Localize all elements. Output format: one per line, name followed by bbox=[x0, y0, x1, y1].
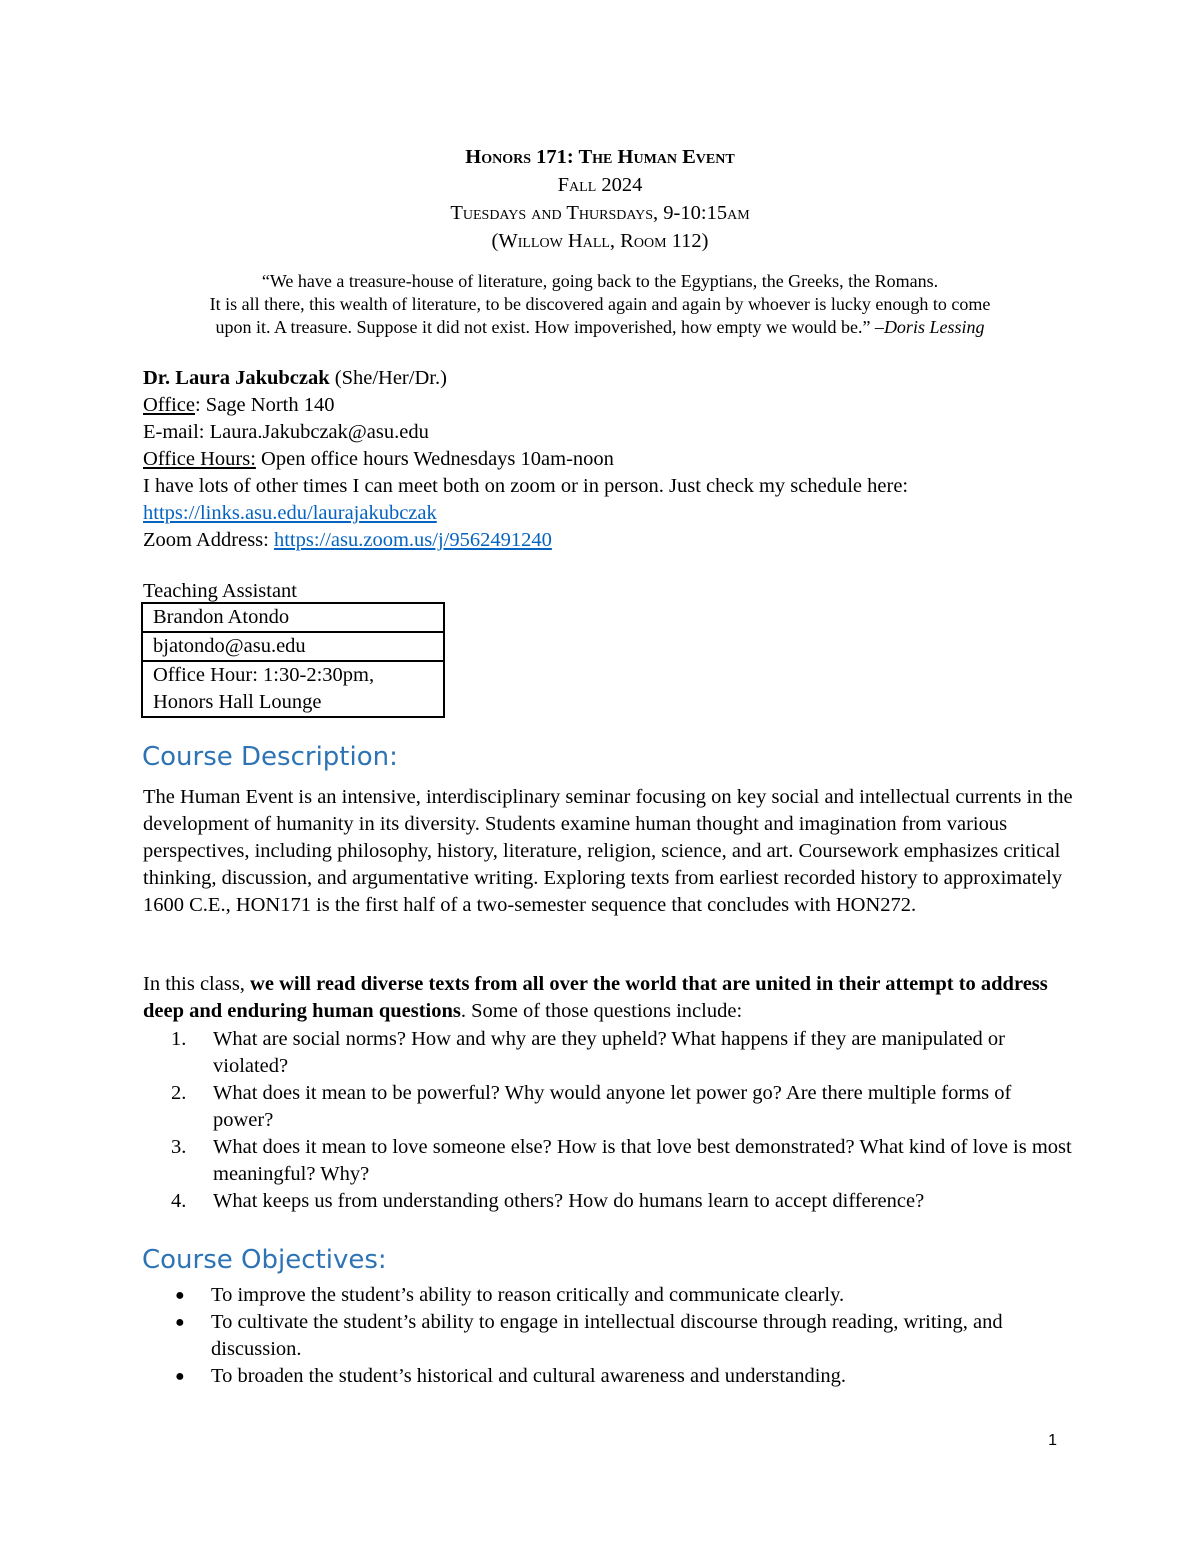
list-item: ● To broaden the student’s historical and cultural awareness and understanding. bbox=[143, 1363, 1073, 1390]
instructor-contact bbox=[143, 365, 1083, 554]
zoom-label: Zoom Address: bbox=[143, 529, 274, 551]
bullet-icon: ● bbox=[175, 1314, 185, 1331]
office-line bbox=[143, 392, 1083, 419]
course-location: (Willow Hall, Room 112) bbox=[491, 230, 709, 252]
office-value: : Sage North 140 bbox=[194, 394, 335, 416]
office-hours-line bbox=[143, 446, 1083, 473]
course-header bbox=[0, 143, 1200, 255]
questions-list bbox=[143, 1026, 1073, 1215]
instructor-name: Dr. Laura Jakubczak bbox=[143, 367, 330, 389]
course-description-body: The Human Event is an intensive, interdisciplinary seminar focusing on key social and intellectual currents in the development of humanity in its diversity. Students examine human thought and imagination from various perspectives, including philosophy, history, literature, religion, science, and art. Coursework emphasizes critical thinking, discussion, and argumentative writing. Exploring texts from earliest recorded history to approximately 1600 C.E., HON171 is the first half of a two-semester sequence that concludes with HON272. bbox=[143, 786, 1073, 916]
course-schedule: Tuesdays and Thursdays, 9-10:15am bbox=[450, 202, 750, 224]
instructor-pronouns: (She/Her/Dr.) bbox=[329, 367, 447, 389]
course-term: Fall 2024 bbox=[557, 174, 643, 196]
list-item: 2. What does it mean to be powerful? Why would anyone let power go? Are there multiple forms of power? bbox=[171, 1082, 1012, 1131]
list-item: ● To cultivate the student’s ability to engage in intellectual discourse through reading, writing, and discussion. bbox=[175, 1311, 1003, 1360]
course-objectives-heading: Course Objectives: bbox=[142, 1245, 387, 1275]
other-times-line: I have lots of other times I can meet both on zoom or in person. Just check my schedule here: bbox=[143, 475, 909, 497]
list-item: 3. What does it mean to love someone else? How is that love best demonstrated? What kind of love is most meaningful? Why? bbox=[171, 1136, 1072, 1185]
course-description-heading: Course Description: bbox=[142, 742, 398, 772]
ta-table bbox=[141, 602, 445, 718]
quote-line: “We have a treasure-house of literature, going back to the Egyptians, the Greeks, the Romans. bbox=[261, 271, 939, 291]
quote-line: upon it. A treasure. Suppose it did not exist. How impoverished, how empty we would be.” –Doris Lessing bbox=[215, 317, 985, 337]
bullet-icon: ● bbox=[175, 1368, 185, 1385]
quote-line: It is all there, this wealth of literature, to be discovered again and again by whoever is lucky enough to come bbox=[209, 294, 991, 314]
zoom-line bbox=[143, 527, 1083, 554]
office-hours-label: Office Hours: bbox=[143, 448, 256, 470]
list-item: 4. What keeps us from understanding others? How do humans learn to accept difference? bbox=[171, 1190, 925, 1212]
page-number: 1 bbox=[1048, 1432, 1057, 1449]
table-row bbox=[142, 661, 444, 717]
instructor-line bbox=[143, 365, 1083, 392]
class-intro-paragraph: In this class, we will read diverse texts from all over the world that are united in their attempt to address deep and enduring human questions. Some of those questions include: bbox=[143, 973, 1048, 1022]
email-line: E-mail: Laura.Jakubczak@asu.edu bbox=[143, 421, 429, 443]
table-row bbox=[142, 603, 444, 632]
objectives-list bbox=[143, 1282, 1073, 1390]
office-label: Office bbox=[143, 394, 195, 416]
schedule-link[interactable]: https://links.asu.edu/laurajakubczak bbox=[143, 502, 437, 524]
ta-hours: Office Hour: 1:30-2:30pm, Honors Hall Lounge bbox=[142, 661, 444, 717]
table-row bbox=[142, 632, 444, 661]
list-item: 1. What are social norms? How and why are they upheld? What happens if they are manipulated or violated? bbox=[171, 1028, 1006, 1077]
office-hours-value: Open office hours Wednesdays 10am-noon bbox=[255, 448, 614, 470]
list-item: ● To improve the student’s ability to reason critically and communicate clearly. bbox=[143, 1282, 1073, 1309]
ta-label: Teaching Assistant bbox=[143, 580, 298, 602]
quote-author: Doris Lessing bbox=[883, 317, 985, 337]
bullet-icon: ● bbox=[175, 1287, 185, 1304]
ta-email: bjatondo@asu.edu bbox=[142, 632, 444, 661]
epigraph-quote bbox=[0, 270, 1200, 339]
zoom-link[interactable]: https://asu.zoom.us/j/9562491240 bbox=[273, 529, 552, 551]
ta-name: Brandon Atondo bbox=[142, 603, 444, 632]
course-title: Honors 171: The Human Event bbox=[465, 146, 735, 168]
